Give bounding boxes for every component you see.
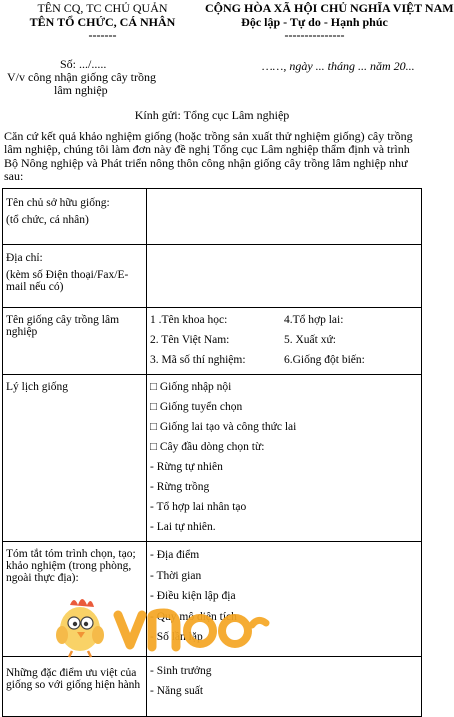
date-line: ……, ngày ... tháng ... năm 20... — [262, 59, 415, 73]
registration-form-table — [2, 188, 422, 717]
address-label-line-1: Địa chỉ: — [6, 252, 43, 264]
intro-line-1: Căn cứ kết quả khảo nghiệm giống (hoặc trồng sản xuất thử nghiệm giống) cây trồng — [4, 129, 413, 143]
summary-row — [3, 542, 422, 657]
address-label — [3, 245, 147, 308]
address-label-line-2: (kèm số Điện thoại/Fax/E- — [6, 269, 129, 281]
summary-label-line-2: khảo nghiệm (trong phòng, — [6, 560, 132, 572]
variety-row — [3, 308, 422, 375]
features-item-yield: - Năng suất — [150, 685, 204, 697]
summary-label-line-1: Tóm tắt tóm trình chọn, tạo; — [6, 548, 136, 560]
owner-label-line-1: Tên chủ sở hữu giống: — [6, 197, 110, 209]
features-label-line-2: giống so với giống hiện hành — [6, 679, 141, 691]
national-motto: Độc lập - Tự do - Hạnh phúc — [241, 15, 388, 29]
agency-divider: ------- — [88, 28, 117, 42]
summary-label-line-3: ngoài thực địa): — [6, 572, 79, 584]
history-option-plus-tree[interactable]: □ Cây đầu dòng chọn từ: — [150, 441, 265, 453]
subject-line-1: V/v công nhận giống cây trồng — [7, 70, 156, 84]
address-label-line-3: mail nếu có) — [6, 281, 64, 293]
history-source-natural-forest: - Rừng tự nhiên — [150, 461, 223, 473]
mutation-variety-field[interactable]: 6.Giống đột biến: — [284, 354, 365, 366]
intro-line-2: lâm nghiệp, chúng tôi làm đơn này đề nghị Tổng cục Lâm nghiệp thẩm định và trình — [4, 142, 410, 156]
address-row — [3, 245, 422, 308]
organization-name: TÊN TỔ CHỨC, CÁ NHÂN — [29, 15, 176, 29]
history-label — [3, 375, 147, 542]
history-row — [3, 375, 422, 542]
variety-label-line-1: Tên giống cây trồng lâm — [6, 314, 120, 326]
nation-title: CỘNG HÒA XÃ HỘI CHỦ NGHĨA VIỆT NAM — [205, 1, 454, 15]
history-options-cell — [147, 375, 422, 542]
address-value-cell[interactable] — [147, 245, 422, 308]
summary-item-time: - Thời gian — [150, 569, 202, 582]
summary-item-location: - Địa điểm — [150, 549, 200, 561]
origin-field[interactable]: 5. Xuất xứ: — [284, 334, 336, 346]
hybrid-combination-field[interactable]: 4.Tổ hợp lai: — [284, 314, 344, 326]
features-items-cell — [147, 657, 422, 717]
summary-label — [3, 542, 147, 657]
summary-item-area: - Quy mô diện tích — [150, 610, 237, 623]
document-number: Số: .../..... — [60, 57, 107, 71]
recipient: Kính gửi: Tổng cục Lâm nghiệp — [134, 108, 290, 122]
variety-label-line-2: nghiệp — [6, 326, 38, 338]
history-label-text: Lý lịch giống — [6, 381, 68, 393]
features-label-line-1: Những đặc điểm ưu việt của — [6, 667, 137, 679]
owner-value-cell[interactable] — [147, 189, 422, 245]
variety-label — [3, 308, 147, 375]
history-source-plantation: - Rừng trồng — [150, 481, 210, 493]
history-option-selected[interactable]: □ Giống tuyển chọn — [150, 401, 243, 413]
history-source-natural-hybrid: - Lai tự nhiên. — [150, 521, 216, 533]
motto-divider: --------------- — [284, 28, 345, 42]
features-item-growth: - Sinh trưởng — [150, 665, 212, 677]
history-source-artificial-hybrid: - Tổ hợp lai nhân tạo — [150, 501, 247, 513]
features-label — [3, 657, 147, 717]
owner-label — [3, 189, 147, 245]
history-option-hybrid[interactable]: □ Giống lai tạo và công thức lai — [150, 421, 297, 433]
summary-items-cell — [147, 542, 422, 657]
summary-item-site-conditions: - Điều kiện lập địa — [150, 590, 236, 602]
owner-row — [3, 189, 422, 245]
variety-value-cell[interactable] — [147, 308, 422, 375]
summary-item-replications: - Số lần lặp — [150, 631, 203, 643]
parent-agency: TÊN CQ, TC CHỦ QUẢN — [37, 1, 168, 15]
intro-line-3: Bộ Nông nghiệp và Phát triển nông thôn công nhận giống cây trồng lâm nghiệp như — [4, 156, 408, 170]
subject-line-2: lâm nghiệp — [54, 83, 108, 97]
owner-label-line-2: (tổ chức, cá nhân) — [6, 214, 89, 226]
scientific-name-field[interactable]: 1 .Tên khoa học: — [150, 314, 228, 326]
features-row — [3, 657, 422, 717]
vietnamese-name-field[interactable]: 2. Tên Việt Nam: — [150, 334, 230, 346]
trial-code-field[interactable]: 3. Mã số thí nghiệm: — [150, 354, 246, 366]
intro-line-4: sau: — [4, 169, 24, 183]
history-option-imported[interactable]: □ Giống nhập nội — [150, 381, 232, 393]
